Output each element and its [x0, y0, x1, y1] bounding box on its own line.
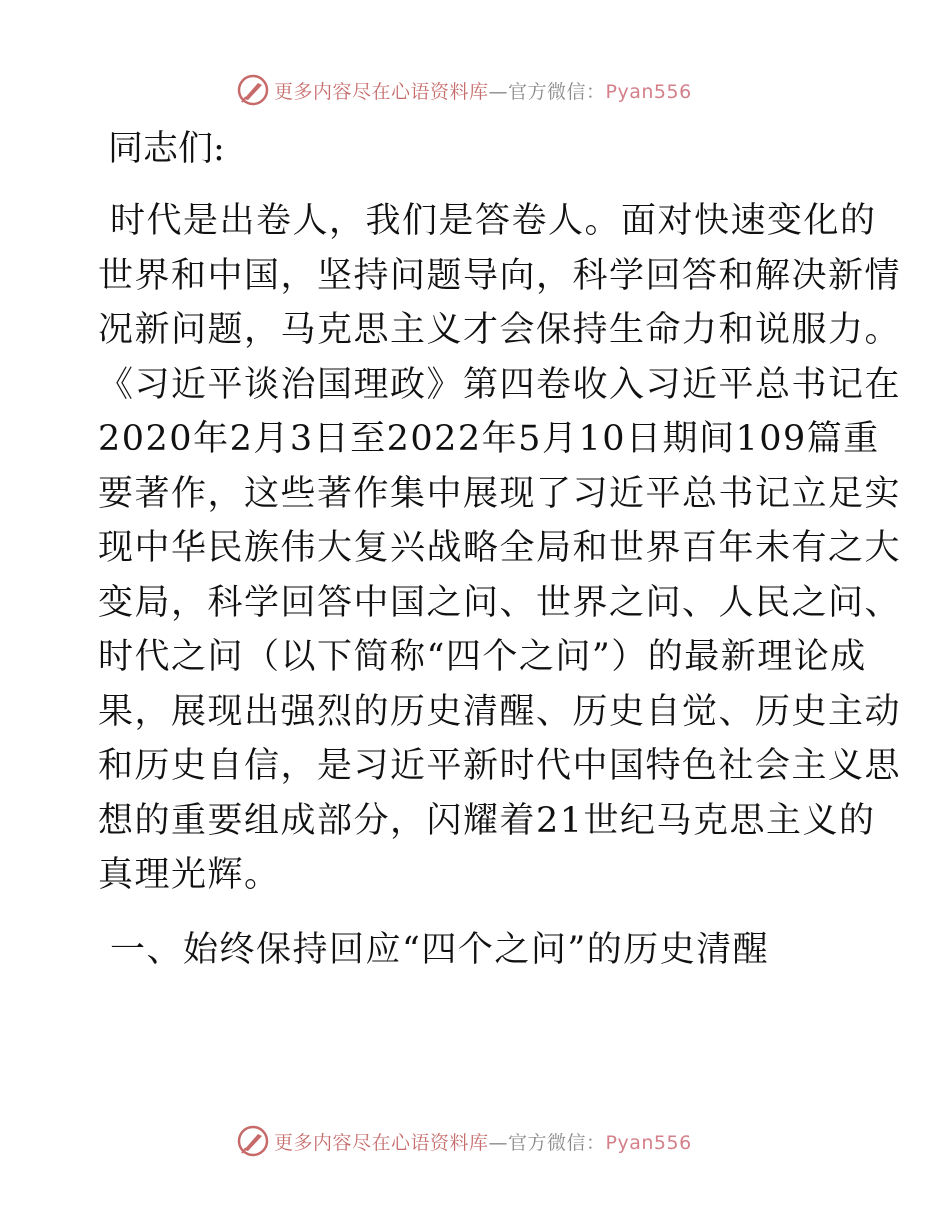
- paragraph-line: 时代是出卷人，我们是答卷人。面对快速变化的: [110, 201, 877, 241]
- paragraph-line: 和历史自信，是习近平新时代中国特色社会主义思: [98, 746, 902, 786]
- watermark-sub-text: 官方微信：: [508, 80, 606, 103]
- watermark-wechat-id: Pyan556: [605, 1131, 692, 1154]
- quill-logo-icon: [236, 1124, 270, 1158]
- paragraph-line: 真理光辉。: [98, 855, 281, 895]
- document-body: [98, 122, 902, 977]
- paragraph-line: 现中华民族伟大复兴战略全局和世界百年未有之大: [98, 528, 902, 568]
- watermark-wechat-id: Pyan556: [605, 80, 692, 103]
- watermark-dash: —: [488, 1131, 509, 1154]
- footer-watermark: [236, 1123, 692, 1159]
- section-heading: 一、始终保持回应“四个之问”的历史清醒: [110, 929, 770, 970]
- watermark-dash: —: [488, 80, 509, 103]
- paragraph-line: 时代之问（以下简称“四个之问”）的最新理论成: [98, 637, 867, 677]
- intro-paragraph: [98, 194, 902, 903]
- paragraph-line: 《习近平谈治国理政》第四卷收入习近平总书记在: [98, 364, 902, 405]
- watermark-sub-text: 官方微信：: [508, 1131, 606, 1154]
- greeting: 同志们:: [108, 129, 225, 169]
- paragraph-line: 果，展现出强烈的历史清醒、历史自觉、历史主动: [98, 691, 902, 732]
- watermark-main-text: 更多内容尽在心语资料库: [274, 80, 489, 103]
- paragraph-line: 想的重要组成部分，闪耀着21世纪马克思主义的: [98, 800, 876, 841]
- watermark-main-text: 更多内容尽在心语资料库: [274, 1131, 489, 1154]
- paragraph-line: 要著作，这些著作集中展现了习近平总书记立足实: [98, 473, 902, 514]
- quill-logo-icon: [236, 73, 270, 107]
- header-watermark: [236, 72, 692, 108]
- paragraph-line: 变局，科学回答中国之问、世界之问、人民之问、: [98, 582, 902, 623]
- paragraph-line: 2020年2月3日至2022年5月10日期间109篇重: [98, 419, 880, 459]
- paragraph-line: 世界和中国，坚持问题导向，科学回答和解决新情: [98, 255, 902, 296]
- paragraph-line: 况新问题，马克思主义才会保持生命力和说服力。: [98, 310, 902, 350]
